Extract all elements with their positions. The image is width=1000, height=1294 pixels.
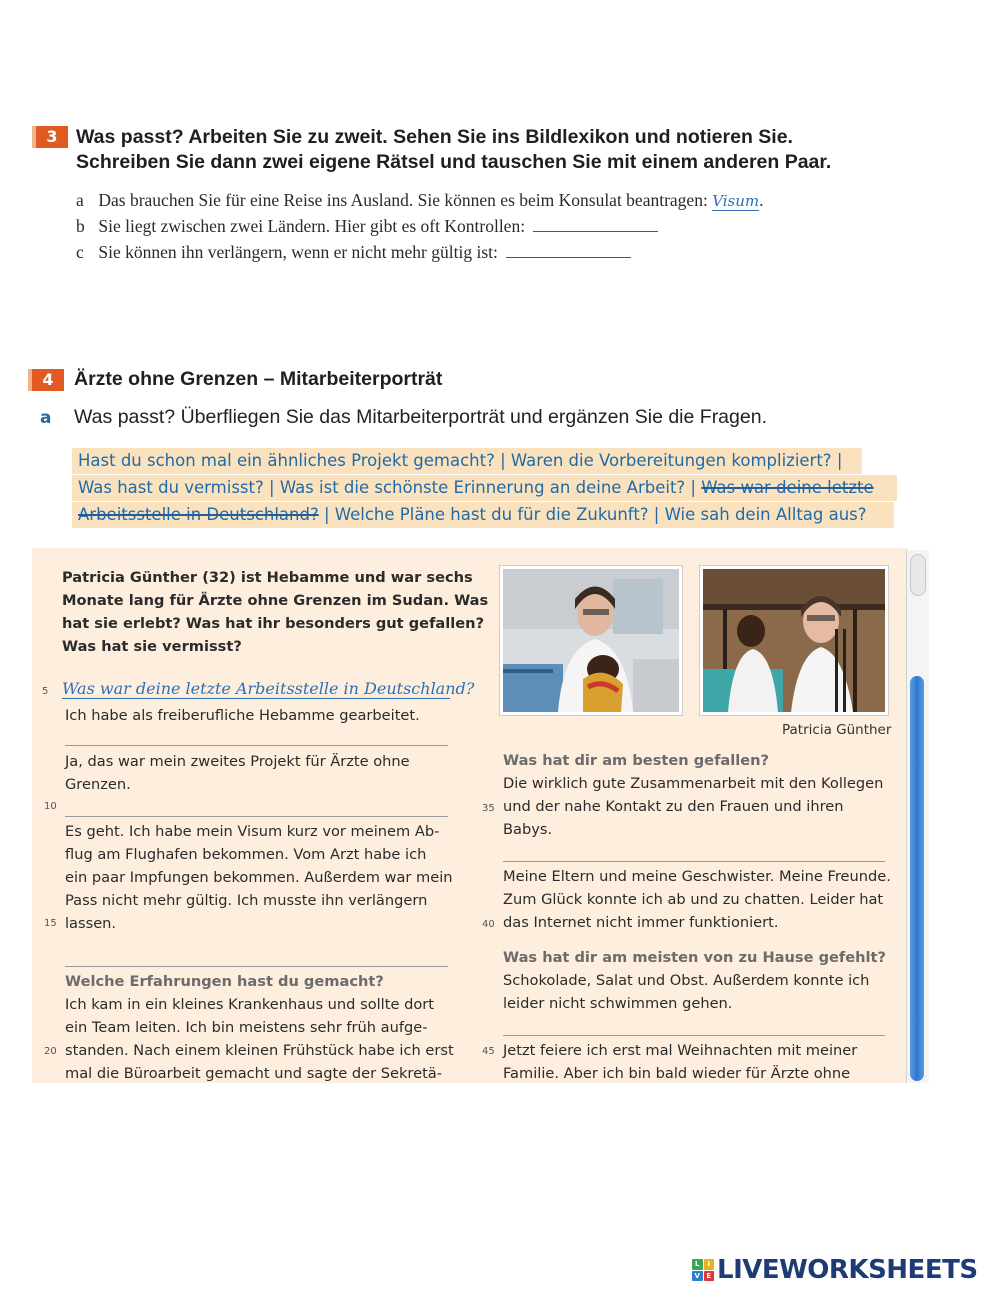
item-letter: a xyxy=(76,190,84,210)
article-scrollbar[interactable] xyxy=(906,550,929,1083)
question-option: Was ist die schönste Erinnerung an deine Arbeit? | xyxy=(279,478,696,497)
article-intro-3: hat sie erlebt? Was hat ihr besonders gut gefallen? xyxy=(62,615,485,632)
photo-caption: Patricia Günther xyxy=(782,722,892,738)
exercise-3-item-a xyxy=(76,190,764,211)
left-answer-1: Ich habe als freiberufliche Hebamme gearbeitet. xyxy=(65,707,420,724)
left-answer-4-line4: mal die Büroarbeit gemacht und sagte der Sekretä- xyxy=(65,1065,443,1082)
logo-mark-letter: V xyxy=(692,1271,703,1282)
right-answer-2-line1: Meine Eltern und meine Geschwister. Meine Freunde. xyxy=(503,868,891,885)
item-text: Sie liegt zwischen zwei Ländern. Hier gibt es oft Kontrollen: xyxy=(98,216,526,236)
left-answer-3-line5: lassen. xyxy=(65,915,117,932)
exercise-3-title-line1: Was passt? Arbeiten Sie zu zweit. Sehen Sie ins Bildlexikon und notieren Sie. xyxy=(76,126,793,148)
answer-input-3[interactable] xyxy=(65,816,448,817)
right-answer-1-line3: Babys. xyxy=(503,821,553,838)
article-intro-1: Patricia Günther (32) ist Hebamme und war sechs xyxy=(62,569,473,586)
item-text: Das brauchen Sie für eine Reise ins Ausland. Sie können es beim Konsulat beantragen: xyxy=(98,190,708,210)
exercise-4-number: 4 xyxy=(32,369,64,391)
exercise-4-title: Ärzte ohne Grenzen – Mitarbeiterporträt xyxy=(74,368,443,390)
right-answer-3-line2: leider nicht schwimmen gehen. xyxy=(503,995,733,1012)
answer-input-1[interactable]: Was war deine letzte Arbeitsstelle in Deutschland? xyxy=(62,679,475,698)
left-answer-4-line3: standen. Nach einem kleinen Frühstück habe ich erst xyxy=(65,1042,454,1059)
logo-text: LIVEWORKSHEETS xyxy=(717,1255,978,1285)
logo-mark-icon xyxy=(692,1259,714,1281)
answer-input-5[interactable] xyxy=(503,861,885,862)
question-option: Was hast du vermisst? | xyxy=(78,478,275,497)
exercise-3-item-b xyxy=(76,216,658,237)
photo-colleagues xyxy=(700,566,888,715)
left-answer-2-line2: Grenzen. xyxy=(65,776,131,793)
article-intro-2: Monate lang für Ärzte ohne Grenzen im Sudan. Was xyxy=(62,592,489,609)
item-text: Sie können ihn verlängern, wenn er nicht mehr gültig ist: xyxy=(98,242,498,262)
question-box-line1 xyxy=(72,448,862,474)
scrollbar-up-arrow[interactable] xyxy=(910,554,926,596)
left-answer-3-line3: ein paar Impfungen bekommen. Außerdem war mein xyxy=(65,869,453,886)
line-number: 15 xyxy=(44,918,57,929)
left-answer-4-line2: ein Team leiten. Ich bin meistens sehr früh aufge- xyxy=(65,1019,428,1036)
photo-patient xyxy=(500,566,682,715)
right-answer-3-line1: Schokolade, Salat und Obst. Außerdem konnte ich xyxy=(503,972,870,989)
answer-input-6[interactable] xyxy=(503,1035,885,1036)
left-answer-4-line1: Ich kam in ein kleines Krankenhaus und sollte dort xyxy=(65,996,434,1013)
answer-input-b[interactable] xyxy=(533,217,658,232)
line-number: 35 xyxy=(482,803,495,814)
left-answer-3-line2: flug am Flughafen bekommen. Vom Arzt habe ich xyxy=(65,846,427,863)
right-question-3: Was hat dir am meisten von zu Hause gefehlt? xyxy=(503,949,887,966)
article-intro-4: Was hat sie vermisst? xyxy=(62,638,242,655)
right-answer-2-line2: Zum Glück konnte ich ab und zu chatten. Leider hat xyxy=(503,891,884,908)
article-panel xyxy=(32,548,908,1083)
line-number: 40 xyxy=(482,919,495,930)
exercise-3-item-c xyxy=(76,242,631,263)
right-answer-4-line1: Jetzt feiere ich erst mal Weihnachten mit meiner xyxy=(503,1042,858,1059)
line-number: 5 xyxy=(42,686,49,697)
answer-input-4-rule xyxy=(65,966,448,967)
question-option: Hast du schon mal ein ähnliches Projekt gemacht? | xyxy=(78,451,506,470)
right-answer-1-line2: und der nahe Kontakt zu den Frauen und ihren xyxy=(503,798,844,815)
line-number: 10 xyxy=(44,801,57,812)
question-option-used: Arbeitsstelle in Deutschland? xyxy=(78,505,319,524)
exercise-3-title-line2: Schreiben Sie dann zwei eigene Rätsel und tauschen Sie mit einem anderen Paar. xyxy=(76,151,832,173)
right-answer-2-line3: das Internet nicht immer funktioniert. xyxy=(503,914,779,931)
left-question-4: Welche Erfahrungen hast du gemacht? xyxy=(65,973,384,990)
item-end: . xyxy=(759,190,764,210)
question-option: Wie sah dein Alltag aus? xyxy=(664,505,867,524)
logo-mark-letter: I xyxy=(704,1259,715,1270)
question-option: Waren die Vorbereitungen kompliziert? | xyxy=(510,451,843,470)
exercise-4-sub-letter: a xyxy=(40,408,52,428)
answer-input-2[interactable] xyxy=(65,745,448,746)
item-letter: c xyxy=(76,242,84,262)
question-box-line3 xyxy=(72,502,894,528)
exercise-4-sub-title: Was passt? Überfliegen Sie das Mitarbeiterporträt und ergänzen Sie die Fragen. xyxy=(74,406,767,428)
left-answer-3-line4: Pass nicht mehr gültig. Ich musste ihn verlängern xyxy=(65,892,428,909)
item-letter: b xyxy=(76,216,85,236)
question-box-line2 xyxy=(72,475,897,501)
logo-mark-letter: E xyxy=(704,1271,715,1282)
right-answer-1-line1: Die wirklich gute Zusammenarbeit mit den Kollegen xyxy=(503,775,884,792)
line-number: 20 xyxy=(44,1046,57,1057)
answer-input-c[interactable] xyxy=(506,243,631,258)
left-answer-3-line1: Es geht. Ich habe mein Visum kurz vor meinem Ab- xyxy=(65,823,440,840)
scrollbar-thumb[interactable] xyxy=(910,676,924,1081)
left-answer-2-line1: Ja, das war mein zweites Projekt für Ärzte ohne xyxy=(65,753,410,770)
question-option-used: Was war deine letzte xyxy=(701,478,874,497)
liveworksheets-logo xyxy=(692,1254,978,1286)
answer-input-a[interactable]: Visum xyxy=(712,192,760,210)
right-answer-4-line2: Familie. Aber ich bin bald wieder für Ärzte ohne xyxy=(503,1065,851,1082)
question-option: | Welche Pläne hast du für die Zukunft? | xyxy=(323,505,660,524)
exercise-3-number: 3 xyxy=(36,126,68,148)
logo-mark-letter: L xyxy=(692,1259,703,1270)
right-question-1: Was hat dir am besten gefallen? xyxy=(503,752,770,769)
line-number: 45 xyxy=(482,1046,495,1057)
